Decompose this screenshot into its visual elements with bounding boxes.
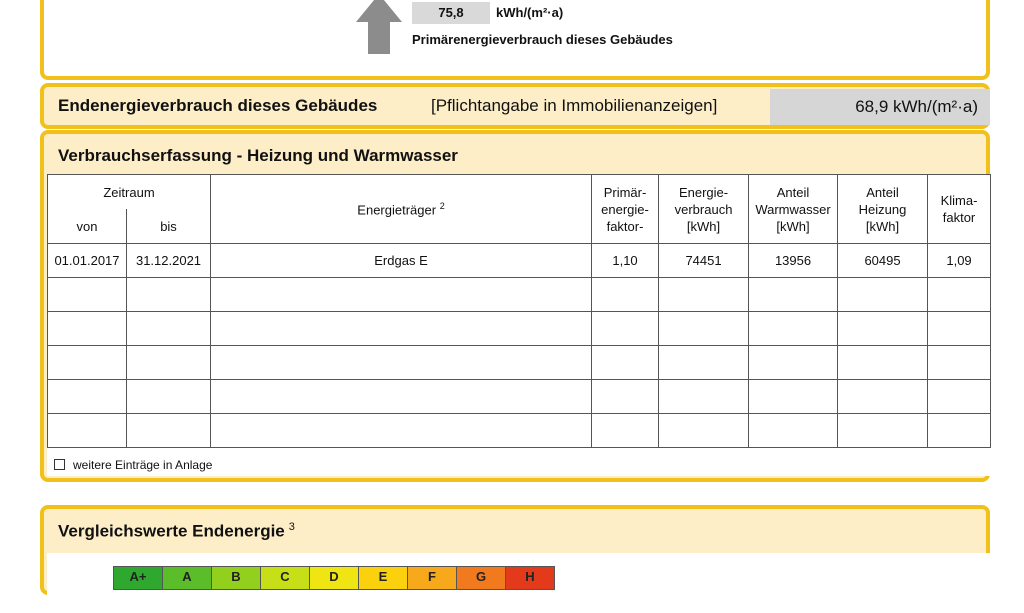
cell-heating: 60495: [838, 244, 928, 278]
more-entries-row: [54, 458, 212, 472]
consumption-table-area: [47, 174, 990, 476]
consumption-table: [47, 174, 991, 448]
primary-energy-caption: Primärenergieverbrauch dieses Gebäudes: [412, 32, 673, 47]
header-pef-line3: faktor-: [606, 218, 644, 234]
header-carrier-label: Energieträger: [357, 202, 437, 218]
header-heat-line1: Anteil: [866, 184, 899, 200]
table-row-empty: [48, 278, 991, 312]
more-entries-label: weitere Einträge in Anlage: [73, 458, 213, 472]
primary-energy-panel: [40, 0, 990, 80]
cell-consumption: 74451: [659, 244, 749, 278]
final-energy-value: 68,9 kWh/(m²·a): [770, 89, 990, 125]
header-period: Zeitraum: [48, 175, 211, 210]
header-carrier: [211, 175, 592, 244]
header-heat-line3: [kWh]: [865, 218, 900, 234]
comparison-title: [58, 521, 295, 542]
header-primary-factor: [592, 175, 659, 244]
cell-pef: 1,10: [592, 244, 659, 278]
header-ww-line1: Anteil: [776, 184, 810, 200]
scale-class-f: F: [408, 567, 457, 589]
scale-class-e: E: [359, 567, 408, 589]
efficiency-scale: [113, 566, 555, 590]
cell-warm-water: 13956: [749, 244, 838, 278]
header-warm-water: [749, 175, 838, 244]
header-ww-line2: Warmwasser: [755, 201, 831, 217]
scale-class-b: B: [212, 567, 261, 589]
header-climate: [928, 175, 991, 244]
header-cons-line2: verbrauch: [674, 201, 733, 217]
primary-energy-unit: kWh/(m²·a): [496, 5, 564, 20]
header-heat-line2: Heizung: [858, 201, 907, 217]
header-clim-line2: faktor: [942, 210, 976, 225]
header-heating: [838, 175, 928, 244]
header-consumption: [659, 175, 749, 244]
cell-carrier: Erdgas E: [211, 244, 592, 278]
comparison-panel: [40, 505, 990, 595]
header-from: von: [48, 209, 127, 244]
scale-class-aplus: A+: [114, 567, 163, 589]
primary-energy-value: 75,8: [412, 2, 490, 24]
header-carrier-sup: 2: [439, 200, 445, 211]
table-row: [48, 244, 991, 278]
table-row-empty: [48, 312, 991, 346]
scale-class-h: H: [506, 567, 554, 589]
header-clim-line1: Klima-: [940, 193, 978, 208]
comparison-scale-area: [47, 553, 990, 613]
more-entries-checkbox[interactable]: [54, 459, 65, 470]
scale-class-a: A: [163, 567, 212, 589]
table-row-empty: [48, 346, 991, 380]
header-cons-line3: [kWh]: [686, 218, 721, 234]
final-energy-note: [Pflichtangabe in Immobilienanzeigen]: [431, 96, 718, 115]
consumption-title: Verbrauchserfassung - Heizung und Warmwasser: [58, 146, 458, 165]
header-to: bis: [127, 209, 211, 244]
comparison-title-sup: 3: [288, 521, 295, 533]
scale-class-g: G: [457, 567, 506, 589]
indicator-arrow-icon: [354, 0, 404, 54]
table-row-empty: [48, 380, 991, 414]
final-energy-title: Endenergieverbrauch dieses Gebäudes: [58, 96, 378, 115]
comparison-title-text: Vergleichswerte Endenergie: [58, 521, 285, 541]
cell-to: 31.12.2021: [127, 244, 211, 278]
table-row-empty: [48, 414, 991, 448]
header-cons-line1: Energie-: [678, 184, 729, 200]
cell-climate: 1,09: [928, 244, 991, 278]
final-energy-panel: [40, 83, 990, 129]
cell-from: 01.01.2017: [48, 244, 127, 278]
header-pef-line2: energie-: [601, 201, 649, 217]
header-pef-line1: Primär-: [603, 184, 647, 200]
header-ww-line3: [kWh]: [776, 218, 810, 234]
scale-class-c: C: [261, 567, 310, 589]
consumption-panel: [40, 130, 990, 482]
scale-class-d: D: [310, 567, 359, 589]
